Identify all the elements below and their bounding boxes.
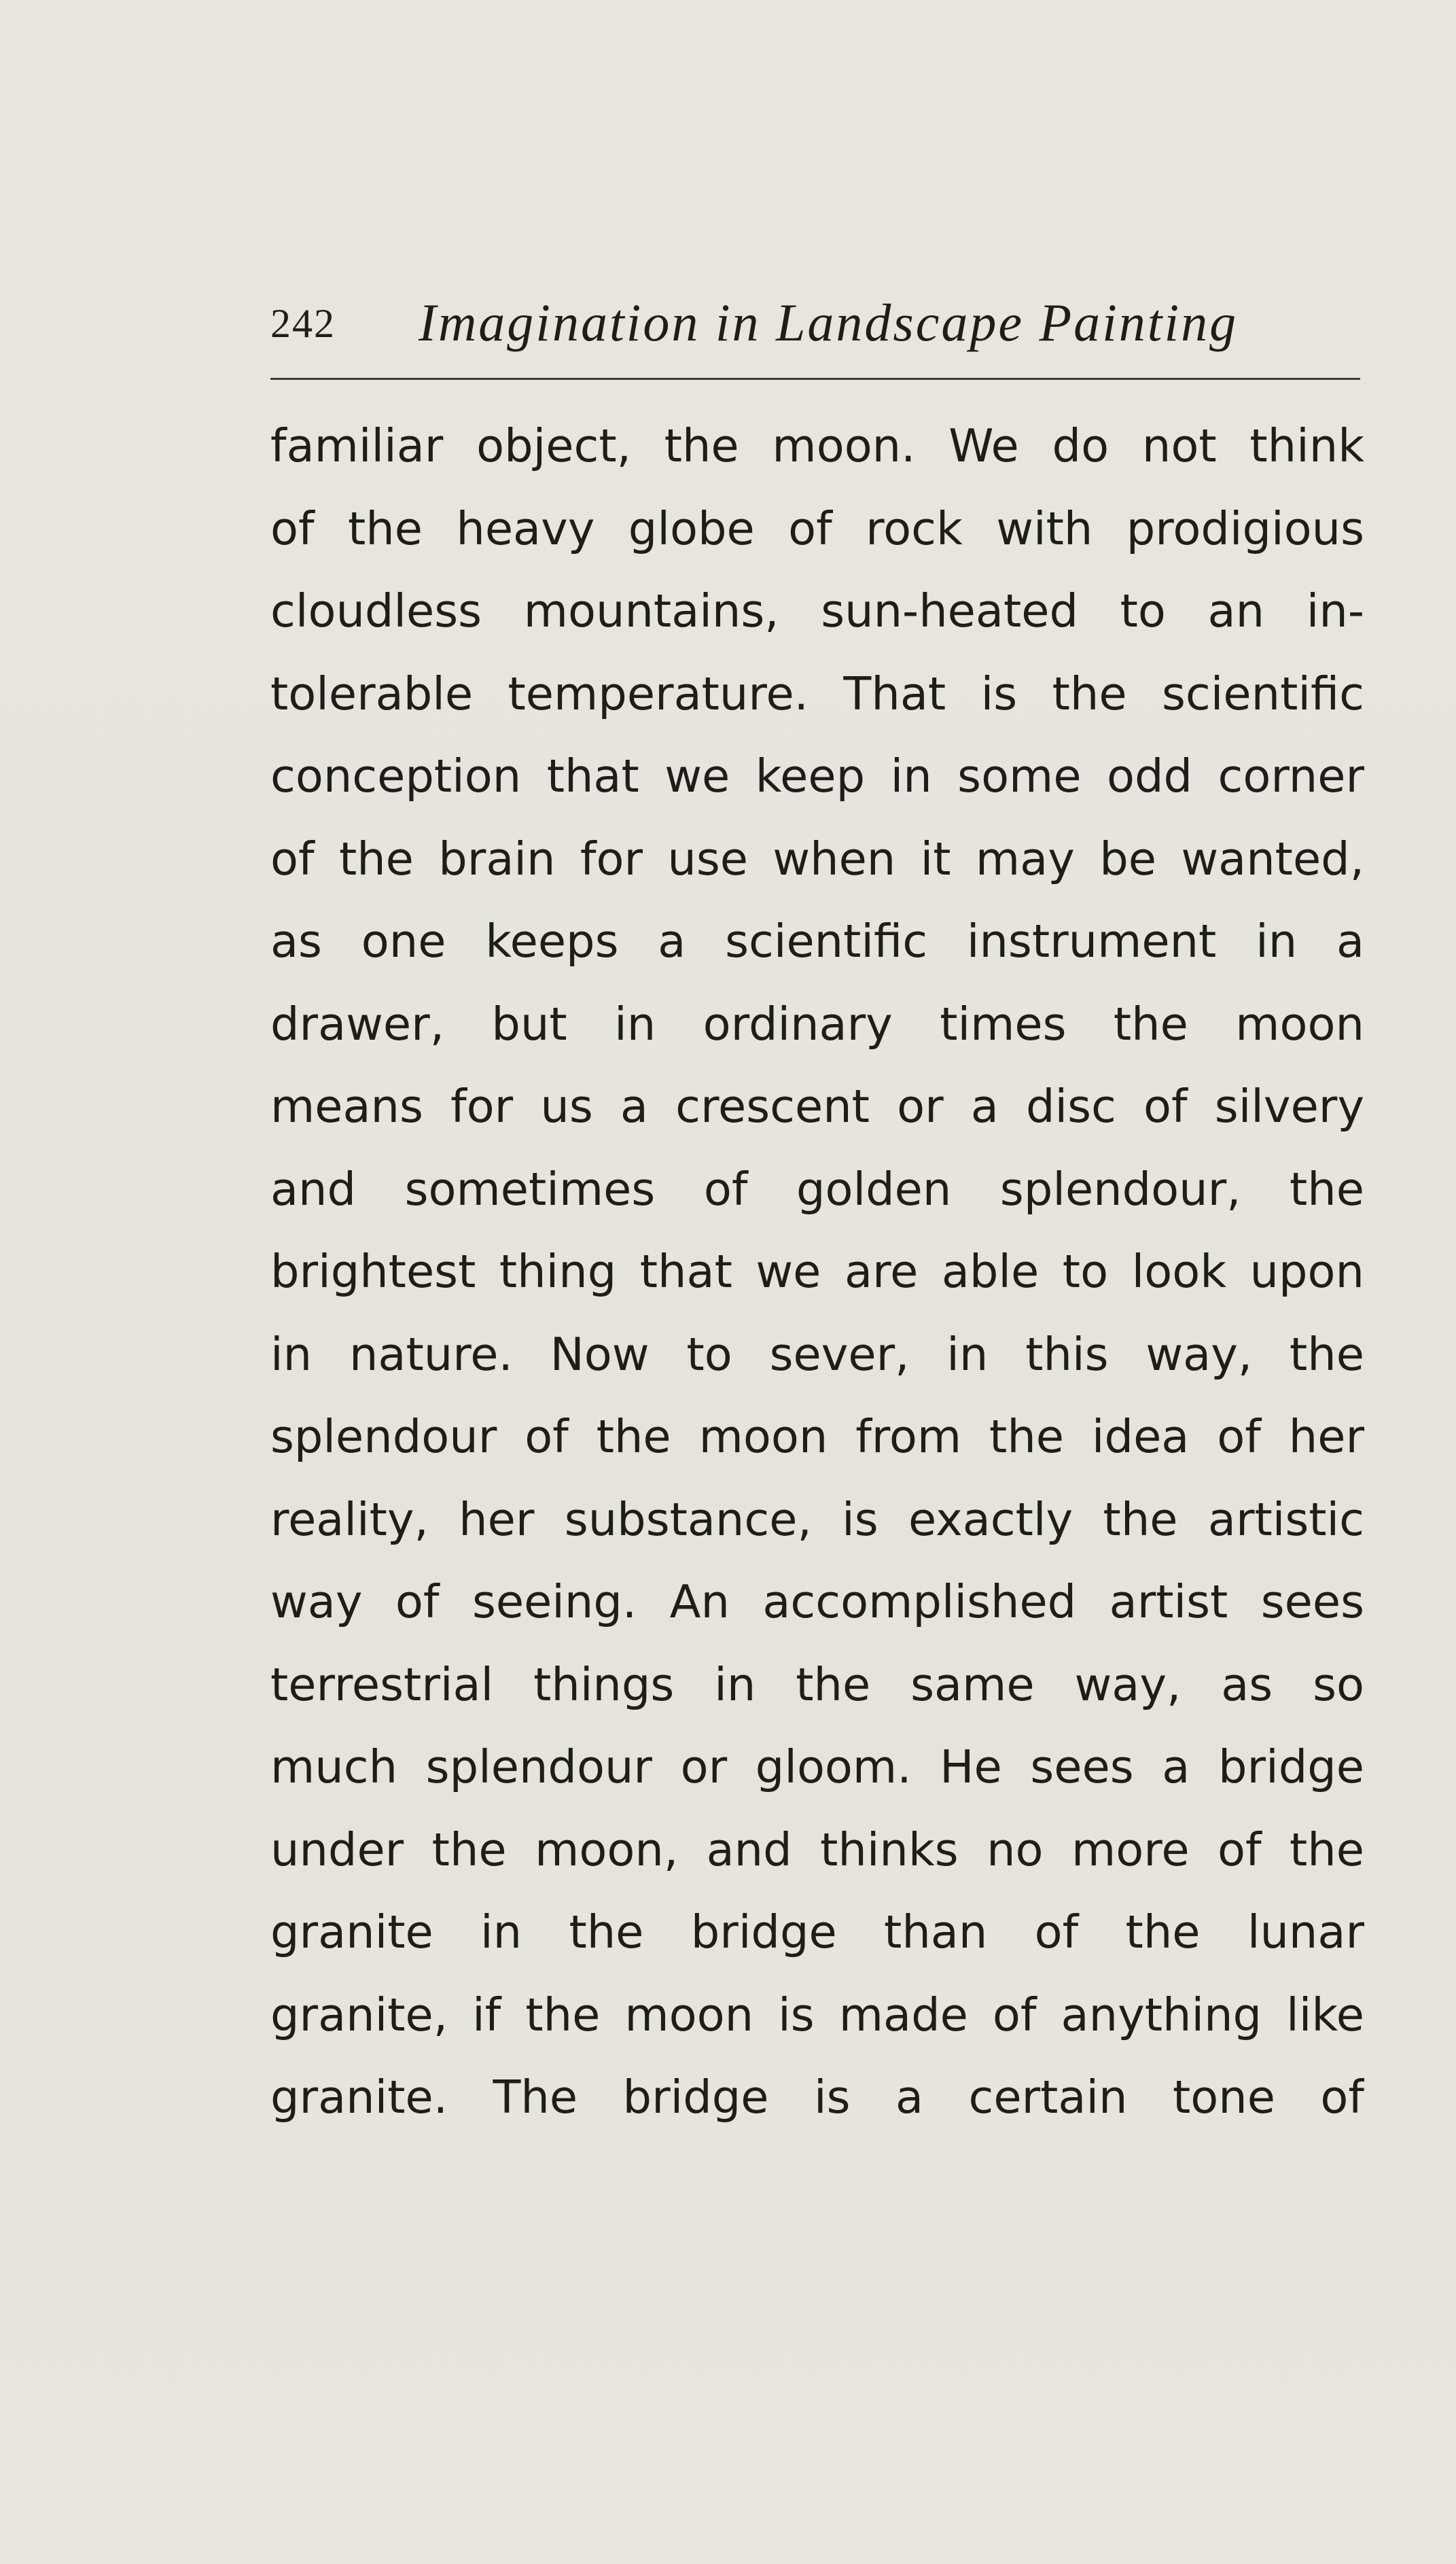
text-line: granite in the bridge than of the lunar [270, 1906, 1364, 1959]
running-title: Imagination in Landscape Painting [419, 293, 1239, 352]
text-line: familiar object, the moon. We do not think [270, 419, 1364, 472]
text-line: granite. The bridge is a certain tone of [270, 2071, 1364, 2124]
text-line: conception that we keep in some odd corner [270, 750, 1364, 803]
text-line: means for us a crescent or a disc of silvery [270, 1080, 1364, 1133]
text-line: granite, if the moon is made of anything like [270, 1988, 1364, 2041]
text-line: under the moon, and thinks no more of the [270, 1823, 1364, 1876]
text-line: as one keeps a scientific instrument in a [270, 915, 1364, 968]
text-line: drawer, but in ordinary times the moon [270, 997, 1364, 1051]
text-line: brightest thing that we are able to look upon [270, 1245, 1364, 1298]
text-line: reality, her substance, is exactly the artistic [270, 1492, 1364, 1546]
text-line: and sometimes of golden splendour, the [270, 1162, 1364, 1216]
text-line: tolerable temperature. That is the scientific [270, 667, 1364, 720]
text-line: cloudless mountains, sun-heated to an in- [270, 584, 1364, 637]
text-line: in nature. Now to sever, in this way, the [270, 1327, 1364, 1381]
body-text [270, 405, 1364, 2139]
text-line: terrestrial things in the same way, as so [270, 1657, 1364, 1711]
page-number: 242 [270, 301, 336, 346]
text-line: splendour of the moon from the idea of her [270, 1410, 1364, 1463]
text-line: of the heavy globe of rock with prodigious [270, 502, 1364, 555]
text-line: much splendour or gloom. He sees a bridge [270, 1740, 1364, 1793]
text-line: way of seeing. An accomplished artist sees [270, 1575, 1364, 1628]
running-head [270, 292, 1364, 367]
text-line: of the brain for use when it may be wanted, [270, 832, 1364, 885]
header-rule [270, 378, 1360, 380]
